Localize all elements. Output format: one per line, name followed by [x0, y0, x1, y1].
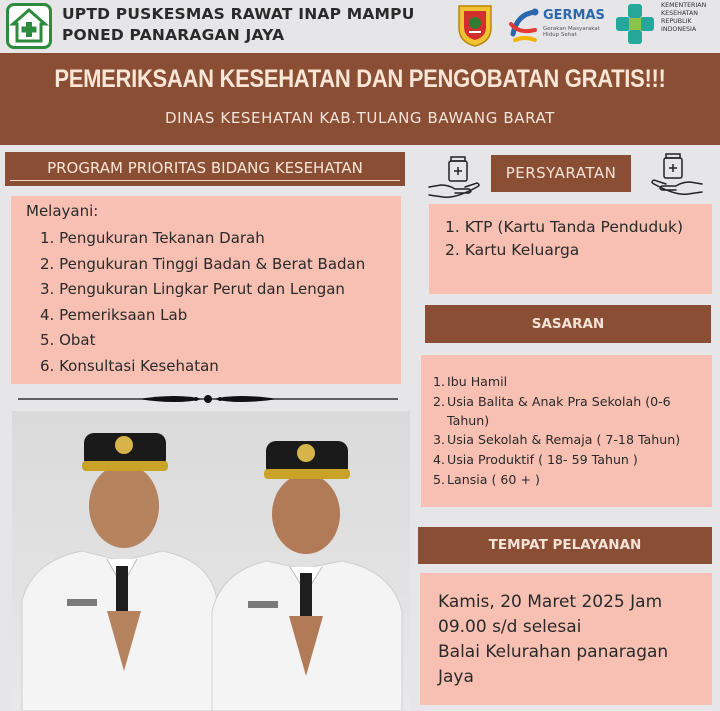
kemenkes-line: REPUBLIK [661, 18, 692, 25]
list-item: 2. Pengukuran Tinggi Badan & Berat Badan [40, 254, 366, 273]
banner-subtitle: DINAS KESEHATAN KAB.TULANG BAWANG BARAT [165, 109, 555, 127]
org-title-line2: PONED PANARAGAN JAYA [62, 26, 285, 44]
officials-photo [12, 411, 410, 711]
tempat-line: Balai Kelurahan panaragan [438, 642, 669, 662]
program-list [40, 226, 365, 379]
tempat-header: TEMPAT PELAYANAN [418, 527, 712, 564]
kemenkes-line: KEMENTERIAN [661, 2, 707, 9]
tempat-line: Jaya [438, 667, 474, 687]
persyaratan-list [445, 216, 683, 262]
official-right [212, 441, 402, 711]
sasaran-header: SASARAN [425, 305, 711, 343]
tempat-details [438, 590, 708, 690]
tempat-line: 09.00 s/d selesai [438, 617, 582, 637]
item-text-continued: Tahun) [447, 412, 490, 428]
puskesmas-logo-icon [6, 3, 52, 49]
list-item [433, 372, 708, 392]
list-item [433, 392, 708, 431]
item-text: Usia Sekolah & Remaja ( 7-18 Tahun) [447, 432, 681, 448]
program-header-label: PROGRAM PRIORITAS BIDANG KESEHATAN [10, 157, 400, 181]
item-number: 5. [433, 471, 446, 487]
list-item: 1. Pengukuran Tekanan Darah [40, 229, 265, 247]
official-left [22, 433, 217, 711]
list-item: 2. Kartu Keluarga [445, 241, 580, 259]
item-number: 3. [433, 432, 446, 448]
org-title-line1: UPTD PUSKESMAS RAWAT INAP MAMPU [62, 5, 415, 23]
list-item [433, 470, 708, 490]
sasaran-list [433, 372, 708, 490]
ornament-divider [18, 391, 398, 407]
organization-title [62, 4, 422, 46]
item-text: Ibu Hamil [447, 374, 508, 389]
item-number: 2. [433, 393, 446, 409]
germas-name: GERMAS [543, 8, 605, 23]
persyaratan-header: PERSYARATAN [491, 155, 631, 192]
hand-with-vaccine-icon [425, 155, 483, 201]
item-number: 4. [433, 452, 446, 468]
kemenkes-line: INDONESIA [661, 26, 697, 33]
list-item [433, 430, 708, 450]
germas-tagline: Gerakan Masyarakat Hidup Sehat [543, 26, 600, 38]
kemenkes-logo-icon [614, 2, 656, 46]
list-item [433, 450, 708, 470]
item-text: Usia Balita & Anak Pra Sekolah (0-6 [447, 393, 671, 409]
list-item: 4. Pemeriksaan Lab [40, 305, 188, 324]
regency-crest-icon [455, 2, 495, 48]
tempat-line: Kamis, 20 Maret 2025 Jam [438, 592, 663, 612]
list-item: 1. KTP (Kartu Tanda Penduduk) [445, 218, 684, 236]
item-number: 1. [433, 374, 446, 389]
item-text: Lansia ( 60 + ) [447, 471, 540, 487]
banner-title: PEMERIKSAAN KESEHATAN DAN PENGOBATAN GRATIS!!! [54, 64, 666, 93]
kemenkes-line: KESEHATAN [661, 10, 699, 17]
item-text: Usia Produktif ( 18- 59 Tahun ) [447, 452, 638, 468]
hand-with-vaccine-icon [648, 152, 706, 198]
program-lead: Melayani: [26, 202, 99, 220]
list-item: 3. Pengukuran Lingkar Perut dan Lengan [40, 280, 345, 298]
list-item: 6. Konsultasi Kesehatan [40, 356, 219, 375]
kemenkes-text [661, 2, 719, 34]
list-item: 5. Obat [40, 331, 96, 349]
